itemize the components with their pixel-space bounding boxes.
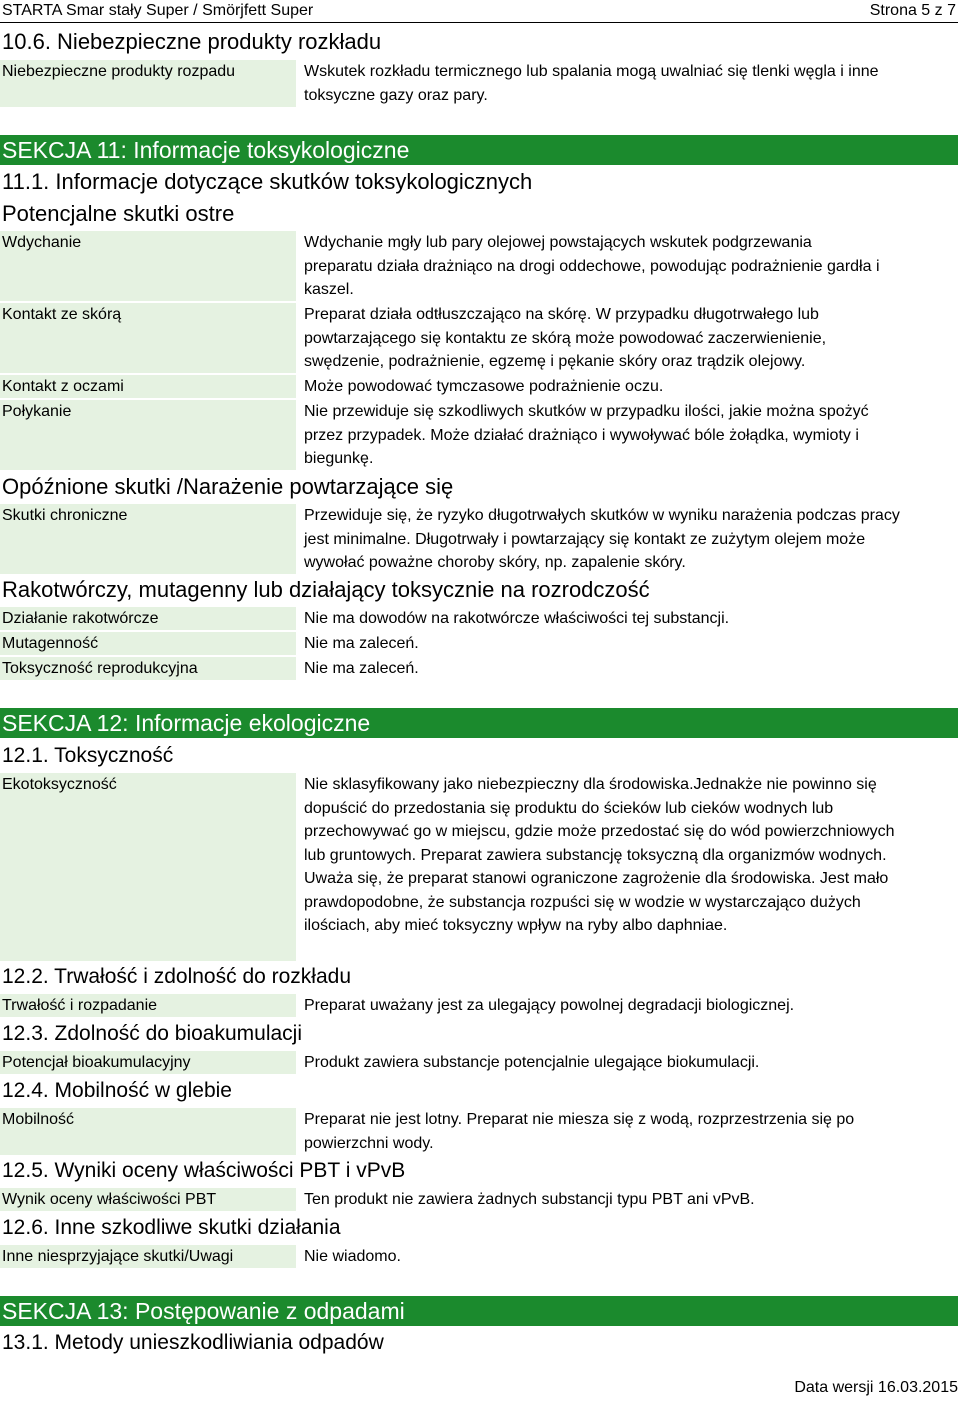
- field-row: [0, 632, 958, 655]
- field-value: Preparat działa odtłuszczająco na skórę. W przypadku długotrwałego lub powtarzającego się kontaktu ze skórą może powodować zaczerwienienie, swędzenie, podrażnienie, egzemę i pękanie skóry oraz trądzik olejowy.: [304, 306, 827, 370]
- field-label: Trwałość i rozpadanie: [0, 994, 296, 1017]
- field-value: Produkt zawiera substancje potencjalnie ulegające biokumulacji.: [304, 1054, 760, 1071]
- version-date: Data wersji 16.03.2015: [794, 1379, 958, 1396]
- field-label: Kontakt z oczami: [0, 375, 296, 398]
- field-value: Nie ma zaleceń.: [304, 660, 419, 677]
- field-label: Działanie rakotwórcze: [0, 607, 296, 630]
- subsection-heading-11-1: 11.1. Informacje dotyczące skutków toksykologicznych: [2, 169, 533, 194]
- subsection-heading-10-6: 10.6. Niebezpieczne produkty rozkładu: [2, 29, 382, 54]
- field-row: [0, 657, 958, 680]
- field-row: [0, 1108, 958, 1155]
- subsection-heading-13-1: 13.1. Metody unieszkodliwiania odpadów: [2, 1331, 384, 1354]
- field-label: Wynik oceny właściwości PBT: [0, 1188, 296, 1211]
- field-row: [0, 400, 958, 470]
- field-row: [0, 1245, 958, 1268]
- group-heading-delayed: Opóźnione skutki /Narażenie powtarzające się: [2, 474, 454, 499]
- field-value: Nie ma zaleceń.: [304, 635, 419, 652]
- header-divider: [0, 22, 958, 23]
- field-value: Nie przewiduje się szkodliwych skutków w przypadku ilości, jakie można spożyć przez przypadek. Może działać drażniąco i wywoływać bóle żołądka, wymioty i biegunkę.: [304, 403, 869, 467]
- field-row: [0, 607, 958, 630]
- field-label: Inne niesprzyjające skutki/Uwagi: [0, 1245, 296, 1268]
- field-value: Ten produkt nie zawiera żadnych substancji typu PBT ani vPvB.: [304, 1191, 755, 1208]
- field-label: Skutki chroniczne: [0, 504, 296, 574]
- field-row: [0, 1188, 958, 1211]
- field-value: Przewiduje się, że ryzyko długotrwałych skutków w wyniku narażenia podczas pracy jest minimalne. Długotrwały i powtarzający się kontakt ze zużytym olejem może wywołać poważne choroby skóry, np. zapalenie skóry.: [304, 507, 900, 571]
- subsection-heading-12-4: 12.4. Mobilność w glebie: [2, 1079, 232, 1102]
- subsection-heading-12-5: 12.5. Wyniki oceny właściwości PBT i vPvB: [2, 1159, 406, 1182]
- subsection-heading-12-1: 12.1. Toksyczność: [2, 744, 174, 767]
- field-row: [0, 60, 958, 107]
- field-row: [0, 504, 958, 574]
- subsection-heading-12-2: 12.2. Trwałość i zdolność do rozkładu: [2, 965, 352, 988]
- field-label: Kontakt ze skórą: [0, 303, 296, 373]
- field-value: Preparat uważany jest za ulegający powolnej degradacji biologicznej.: [304, 997, 795, 1014]
- field-label: Mobilność: [0, 1108, 296, 1155]
- page-header: [0, 0, 960, 22]
- field-row: [0, 303, 958, 373]
- field-label: Potencjał bioakumulacyjny: [0, 1051, 296, 1074]
- section-bar-13: SEKCJA 13: Postępowanie z odpadami: [0, 1296, 958, 1326]
- field-label: Ekotoksyczność: [0, 773, 296, 961]
- field-row: [0, 994, 958, 1017]
- subsection-heading-12-6: 12.6. Inne szkodliwe skutki działania: [2, 1216, 341, 1239]
- field-value: Preparat nie jest lotny. Preparat nie miesza się z wodą, rozprzestrzenia się po powierzchni wody.: [304, 1111, 855, 1152]
- subsection-heading-12-3: 12.3. Zdolność do bioakumulacji: [2, 1022, 303, 1045]
- field-row: [0, 1051, 958, 1074]
- field-label: Niebezpieczne produkty rozpadu: [0, 60, 296, 107]
- field-value: Nie ma dowodów na rakotwórcze właściwości tej substancji.: [304, 610, 730, 627]
- field-value: Wdychanie mgły lub pary olejowej powstających wskutek podgrzewania preparatu działa drażniąco na drogi oddechowe, powodując podrażnienie gardła i kaszel.: [304, 234, 880, 298]
- group-heading-cmr: Rakotwórczy, mutagenny lub działający toksycznie na rozrodczość: [2, 577, 650, 602]
- section-bar-12: SEKCJA 12: Informacje ekologiczne: [0, 708, 958, 738]
- page-number: Strona 5 z 7: [869, 2, 956, 19]
- field-label: Toksyczność reprodukcyjna: [0, 657, 296, 680]
- field-value: Nie sklasyfikowany jako niebezpieczny dla środowiska.Jednakże nie powinno się dopuścić do przedostania się produktu do ścieków lub cieków wodnych lub przechowywać go w miejscu, gdzie może przedostać się do wód powierzchniowych lub gruntowych. Preparat zawiera substancję toksyczną dla organizmów wodnych. Uważa się, że preparat stanowi ograniczone zagrożenie dla środowiska. Jest mało prawdopodobne, że substancja rozpuści się w wodzie w wystarczająco dużych ilościach, aby mieć toksyczny wpływ na ryby albo daphniae.: [304, 776, 895, 934]
- field-row: [0, 231, 958, 301]
- field-row: [0, 773, 958, 961]
- field-label: Mutagenność: [0, 632, 296, 655]
- field-label: Wdychanie: [0, 231, 296, 301]
- section-bar-11: SEKCJA 11: Informacje toksykologiczne: [0, 135, 958, 165]
- field-value: Nie wiadomo.: [304, 1248, 401, 1265]
- field-row: [0, 375, 958, 398]
- field-value: Może powodować tymczasowe podrażnienie oczu.: [304, 378, 664, 395]
- group-heading-acute: Potencjalne skutki ostre: [2, 201, 235, 226]
- field-label: Połykanie: [0, 400, 296, 470]
- document-title: STARTA Smar stały Super / Smörjfett Super: [2, 2, 314, 19]
- field-value: Wskutek rozkładu termicznego lub spalania mogą uwalniać się tlenki węgla i inne toksyczne gazy oraz pary.: [304, 63, 879, 104]
